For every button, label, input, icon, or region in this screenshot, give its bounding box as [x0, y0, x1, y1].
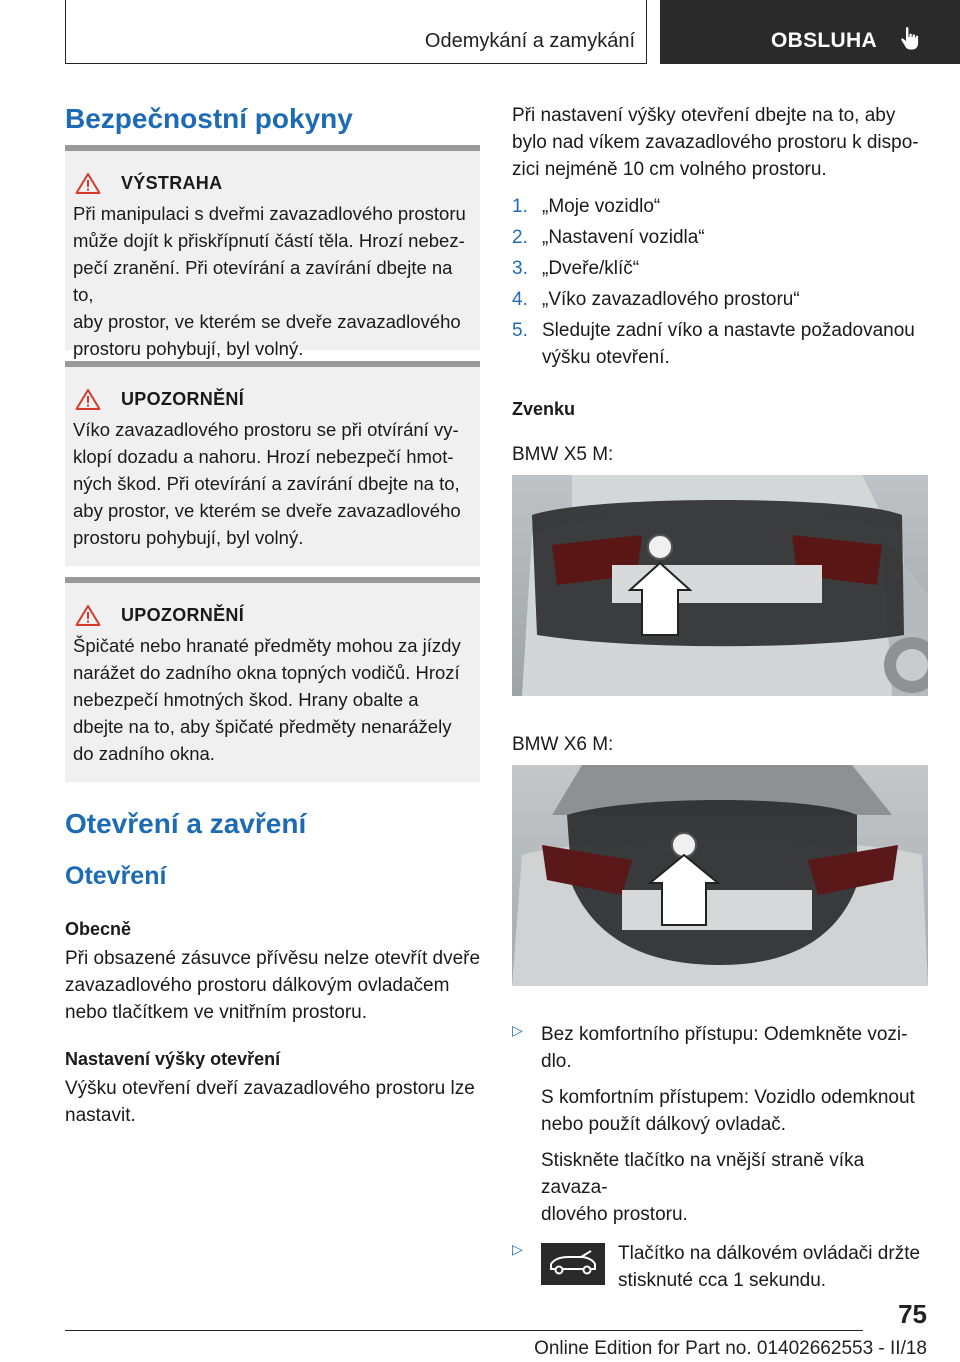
warning-line: Špičaté nebo hranaté předměty mohou za jízdy — [73, 635, 461, 656]
paragraph-line: Při nastavení výšky otevření dbejte na to, aby — [512, 105, 896, 126]
list-item — [512, 193, 932, 220]
warning-line: Víko zavazadlového prostoru se při otvírání vy- — [73, 419, 459, 440]
paragraph-line: Při obsazené zásuvce přívěsu nelze otevřít dveře — [65, 948, 481, 969]
warning-line: narážet do zadního okna topných vodičů. Hrozí — [73, 662, 460, 683]
model-label-x6: BMW X6 M: — [512, 734, 614, 755]
list-item — [512, 286, 932, 313]
warning-title: UPOZORNĚNÍ — [121, 388, 245, 409]
step-line: stisknuté cca 1 sekundu. — [618, 1270, 827, 1291]
page-number: 75 — [898, 1299, 927, 1329]
list-item-line: Sledujte zadní víko a nastavte požadovanou — [542, 320, 915, 341]
warning-triangle-icon — [75, 604, 101, 626]
warning-line: prostoru pohybují, byl volný. — [73, 527, 304, 548]
step-item — [512, 1240, 932, 1294]
warning-line: dbejte na to, aby špičaté předměty nenarážely — [73, 716, 452, 737]
heading-open-close: Otevření a zavření — [65, 808, 307, 839]
step-text — [541, 1021, 932, 1228]
list-item — [512, 317, 932, 371]
paragraph-line: zavazadlového prostoru dálkovým ovladačem — [65, 975, 450, 996]
paragraph-line: nebo tlačítkem ve vnitřním prostoru. — [65, 1002, 368, 1023]
warning-triangle-icon — [75, 388, 101, 410]
list-item-line: výšku otevření. — [542, 347, 670, 368]
car-trunk-key-icon — [541, 1243, 605, 1285]
paragraph-line: Výšku otevření dveří zavazadlového prostoru lze — [65, 1078, 475, 1099]
warning-line: prostoru pohybují, byl volný. — [73, 338, 304, 359]
heading-opening-height: Nastavení výšky otevření — [65, 1049, 281, 1069]
step-text — [618, 1240, 920, 1294]
warning-line: do zadního okna. — [73, 743, 215, 764]
bmw-x5-trunk-illustration — [512, 475, 928, 696]
subheading-open: Otevření — [65, 862, 167, 890]
warning-triangle-icon — [75, 172, 101, 194]
warning-line: ných škod. Při otevírání a zavírání dbejte na to, — [73, 473, 460, 494]
step-marker-icon: ▷ — [512, 1241, 523, 1257]
step-line: dlo. — [541, 1051, 572, 1072]
header-tab-label: OBSLUHA — [771, 29, 877, 52]
list-number: 1. — [512, 196, 528, 217]
list-item-text: „Moje vozidlo“ — [542, 196, 661, 217]
step-line: Bez komfortního přístupu: Odemkněte vozi- — [541, 1024, 908, 1045]
bmw-x6-trunk-illustration — [512, 765, 928, 986]
step-line: nebo použít dálkový ovladač. — [541, 1114, 787, 1135]
step-marker-icon: ▷ — [512, 1022, 523, 1038]
list-number: 2. — [512, 227, 528, 248]
list-item-text — [542, 317, 915, 371]
footer-divider — [65, 1330, 863, 1331]
warning-line: aby prostor, ve kterém se dveře zavazadlového — [73, 311, 461, 332]
general-paragraph — [65, 945, 485, 1026]
menu-steps-list — [512, 193, 932, 371]
warning-line: klopí dozadu a nahoru. Hrozí nebezpečí hmot- — [73, 446, 454, 467]
warning-box-1 — [65, 145, 480, 359]
warning-text — [73, 200, 478, 362]
warning-line: nebezpečí hmotných škod. Hrany obalte a — [73, 689, 419, 710]
heading-outside: Zvenku — [512, 399, 576, 419]
warning-title: VÝSTRAHA — [121, 172, 223, 193]
list-number: 5. — [512, 320, 528, 341]
hand-pointer-icon — [899, 26, 923, 52]
list-item — [512, 255, 932, 282]
list-number: 4. — [512, 289, 528, 310]
warning-line: může dojít k přiskřípnutí částí těla. Hrozí nebez- — [73, 230, 465, 251]
list-number: 3. — [512, 258, 528, 279]
footer-edition: Online Edition for Part no. 01402662553 - II/18 — [534, 1338, 927, 1359]
list-item-text: „Dveře/klíč“ — [542, 258, 640, 279]
warning-line: pečí zranění. Při otevírání a zavírání dbejte na to, — [73, 257, 453, 305]
step-line: dlového prostoru. — [541, 1204, 688, 1225]
step-item — [512, 1021, 932, 1228]
heading-general: Obecně — [65, 919, 132, 939]
step-line: Tlačítko na dálkovém ovládači držte — [618, 1243, 921, 1264]
warning-box-3 — [65, 577, 480, 782]
warning-line: Při manipulaci s dveřmi zavazadlového prostoru — [73, 203, 466, 224]
header-section-title: Odemykání a zamykání — [424, 30, 635, 52]
warning-text — [73, 632, 478, 767]
warning-line: aby prostor, ve kterém se dveře zavazadlového — [73, 500, 461, 521]
list-item-text: „Víko zavazadlového prostoru“ — [542, 289, 800, 310]
warning-text — [73, 416, 478, 551]
step-line: S komfortním přístupem: Vozidlo odemknout — [541, 1087, 915, 1108]
model-label-x5: BMW X5 M: — [512, 444, 614, 465]
paragraph-line: bylo nad víkem zavazadlového prostoru k dispo- — [512, 132, 919, 153]
heading-safety: Bezpečnostní pokyny — [65, 103, 353, 134]
step-line: Stiskněte tlačítko na vnější straně víka zavaza- — [541, 1150, 865, 1198]
warning-title: UPOZORNĚNÍ — [121, 604, 245, 625]
header-tab-obsluha — [660, 0, 960, 64]
intro-paragraph — [512, 102, 942, 183]
warning-box-2 — [65, 361, 480, 566]
paragraph-line: zici nejméně 10 cm volného prostoru. — [512, 159, 827, 180]
list-item — [512, 224, 932, 251]
action-steps — [512, 1021, 932, 1294]
height-paragraph — [65, 1075, 485, 1129]
list-item-text: „Nastavení vozidla“ — [542, 227, 705, 248]
paragraph-line: nastavit. — [65, 1105, 136, 1126]
